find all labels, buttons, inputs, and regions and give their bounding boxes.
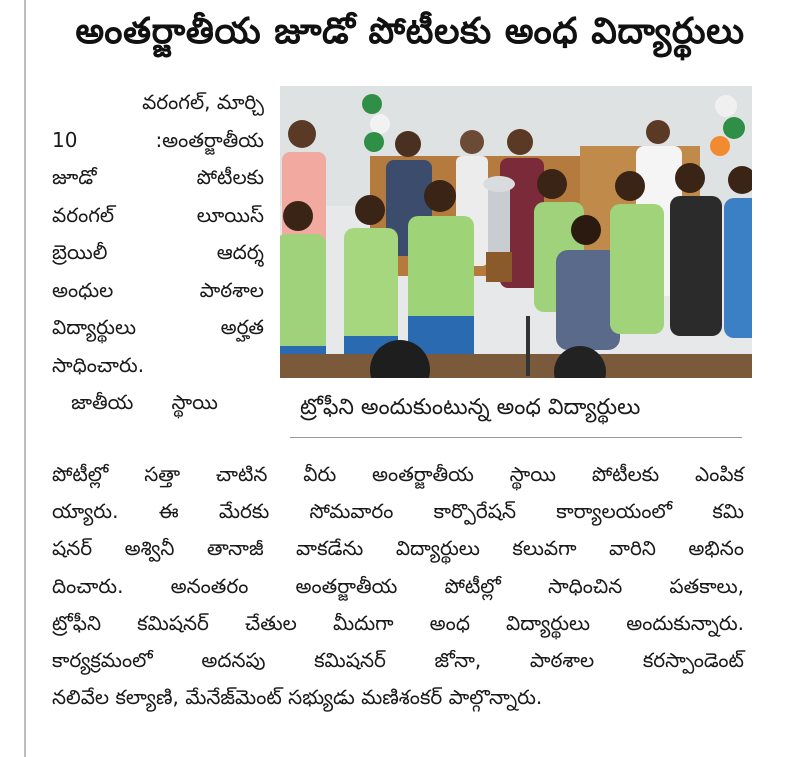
text-line: షనర్ అశ్వినీ తానాజీ వాకడేను విద్యార్థులు కలువగా వారిని అభినం: [52, 536, 744, 561]
news-photo: [280, 86, 752, 378]
column-rule: [24, 0, 26, 757]
award-ceremony-photo: [280, 86, 752, 378]
text-line: బ్రెయిలీ ఆదర్శ: [52, 240, 264, 264]
headline: అంతర్జాతీయ జూడో పోటీలకు అంధ విద్యార్థులు: [75, 11, 745, 52]
text-line: 10 :అంతర్జాతీయ: [52, 127, 264, 152]
lead-column: [52, 84, 264, 422]
text-line: విద్యార్థులు అర్హత: [52, 315, 264, 339]
text-line: జాతీయ స్థాయి: [52, 390, 218, 414]
text-line: అంధుల పాఠశాల: [52, 277, 264, 302]
text-line: సాధించారు.: [52, 352, 145, 377]
text-line: వరంగల్ లూయిస్: [52, 202, 264, 227]
text-line: జూడో పోటీలకు: [52, 165, 264, 189]
text-line: కార్యక్రమంలో అదనపు కమిషనర్ జోనా, పాఠశాల కరస్పాండెంట్: [52, 647, 744, 672]
text-line: దించారు. అనంతరం అంతర్జాతీయ పోటీల్లో సాధించిన పతకాలు,: [52, 573, 744, 598]
text-line: నలివేల కల్యాణి, మేనేజ్‌మెంట్ సభ్యుడు మణిశంకర్ పాల్గొన్నారు.: [52, 685, 543, 710]
article-body: [52, 456, 744, 716]
text-line: పోటీల్లో సత్తా చాటిన వీరు అంతర్జాతీయ స్థాయి పోటీలకు ఎంపిక: [52, 462, 744, 486]
text-line: ట్రోఫీని కమిషనర్ చేతుల మీదుగా అంధ విద్యార్థులు అందుకున్నారు.: [52, 610, 744, 635]
caption-divider: [290, 437, 742, 438]
photo-caption: ట్రోఫీని అందుకుంటున్న అంధ విద్యార్థులు: [300, 395, 641, 420]
text-line: య్యారు. ఈ మేరకు సోమవారం కార్పొరేషన్ కార్యాలయంలో కమి: [52, 499, 744, 524]
text-line: వరంగల్, మార్చి: [142, 90, 264, 114]
